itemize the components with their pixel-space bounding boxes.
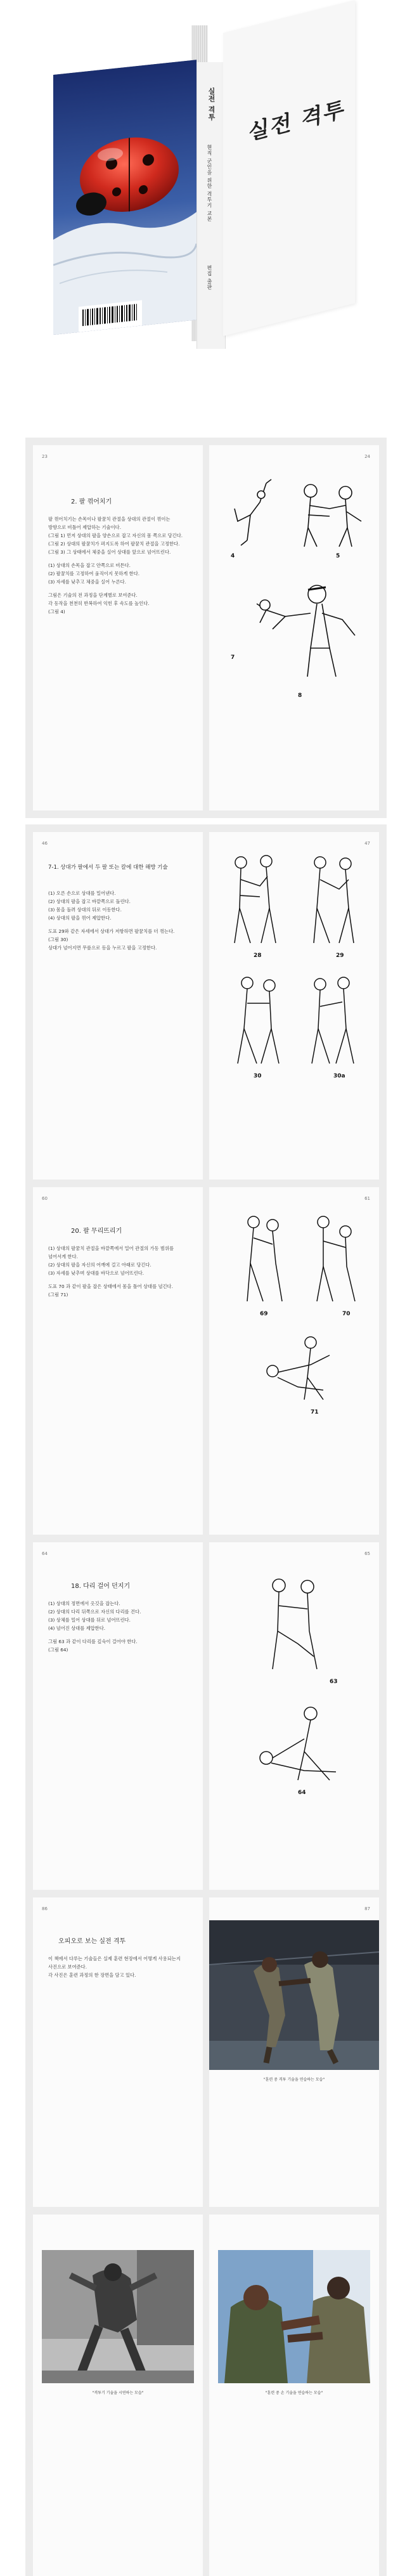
figure-number: 63 bbox=[330, 1679, 338, 1685]
body-text: 이 책에서 다루는 기술들은 실제 훈련 현장에서 어떻게 사용되는지 사진으로 보여준다. 각 사진은 훈련 과정의 한 장면을 담고 있다. bbox=[48, 1956, 181, 1978]
illustration-sweep-1 bbox=[254, 1574, 336, 1675]
illustration-grapple-3 bbox=[222, 972, 292, 1067]
spine-subtitle: 현직 군인을 위한 격투기 교본 bbox=[207, 145, 212, 223]
page-number: 61 bbox=[364, 1196, 370, 1201]
figure-number: 28 bbox=[254, 953, 262, 959]
ladybug-photo bbox=[53, 60, 196, 335]
left-page bbox=[33, 1542, 203, 1908]
section-title: 2. 팔 꺾어치기 bbox=[71, 498, 112, 505]
illustration-grapple-1 bbox=[222, 851, 292, 946]
right-page bbox=[209, 832, 379, 1197]
figure-number: 30 bbox=[254, 1073, 262, 1079]
illustration-throw-3 bbox=[254, 1333, 342, 1403]
figure-number: 30a bbox=[333, 1073, 345, 1079]
left-page bbox=[33, 1187, 203, 1552]
illustration-throw-2 bbox=[301, 1213, 364, 1308]
spread-arm-lock bbox=[25, 438, 387, 818]
section-title: 오피오로 보는 실전 격투 bbox=[58, 1938, 126, 1945]
figure-number: 4 bbox=[231, 553, 235, 559]
page-number: 64 bbox=[42, 1551, 48, 1556]
illustration-throw-1 bbox=[235, 1213, 292, 1308]
book-cover-mockup bbox=[0, 0, 412, 393]
body-text: 팔 꺾어치기는 손목이나 팔꿈치 관절을 상대의 관절이 꺾이는 방향으로 비틀어 제압하는 기술이다. (그림 1) 먼저 상대의 팔을 양손으로 잡고 자신의 몸 쪽으로 당긴다. (그림 2) 상대의 팔꿈치가 펴지도록 하여 팔꿈치 관절을 고정한다. (그림 3) 그 상태에서 체중을 실어 상대를 앞으로 넘어뜨린다. (1) 상대의 손목을 잡고 안쪽으로 비튼다. (2) 팔꿈치를 고정하여 움직이지 못하게 한다. (3) 자세를 낮추고 체중을 실어 누른다. 그림은 기술의 전 과정을 단계별로 보여준다. 각 동작을 천천히 반복하여 익힌 후 속도를 높인다. (그림 4) bbox=[48, 516, 183, 615]
figure-number: 7 bbox=[231, 654, 235, 661]
figure-number: 69 bbox=[260, 1311, 268, 1317]
spine-publisher: 편집 출판 bbox=[207, 265, 212, 290]
page-number: 24 bbox=[364, 454, 370, 459]
illustration-soldier-lock bbox=[247, 578, 361, 680]
illustration-arm-raise bbox=[222, 477, 279, 547]
right-page bbox=[209, 1187, 379, 1552]
left-page bbox=[33, 2215, 203, 2576]
figure-number: 29 bbox=[336, 953, 344, 959]
page-number: 60 bbox=[42, 1196, 48, 1201]
book-spine bbox=[196, 62, 226, 349]
right-page bbox=[209, 445, 379, 810]
figure-number: 71 bbox=[311, 1409, 319, 1415]
section-title: 20. 팔 무리뜨리기 bbox=[71, 1228, 122, 1235]
spread-arm-break bbox=[25, 1180, 387, 1560]
photo-caption: "훈련 중 격투 기술을 연습하는 모습" bbox=[263, 2078, 325, 2082]
page-number: 86 bbox=[42, 1906, 48, 1911]
right-page bbox=[209, 1542, 379, 1908]
figure-number: 64 bbox=[298, 1790, 306, 1796]
page-number: 47 bbox=[364, 841, 370, 846]
page-number: 23 bbox=[42, 454, 48, 459]
left-page bbox=[33, 445, 203, 810]
cover-back bbox=[223, 0, 355, 336]
figure-number: 8 bbox=[298, 693, 302, 699]
right-page bbox=[209, 2215, 379, 2576]
spread-release-technique bbox=[25, 824, 387, 1205]
back-cover-title: 실전 격투 bbox=[248, 96, 346, 146]
illustration-grapple-4 bbox=[298, 972, 368, 1067]
page-number: 65 bbox=[364, 1551, 370, 1556]
section-title: 18. 다리 걸어 던지기 bbox=[71, 1583, 131, 1590]
hand-technique-photo bbox=[218, 2250, 370, 2383]
training-photo bbox=[209, 1920, 379, 2070]
illustration-grapple-2 bbox=[298, 851, 368, 946]
photo-caption: "격투기 기술을 시연하는 모습" bbox=[92, 2391, 144, 2395]
body-text: (1) 오른 손으로 상대를 밀어낸다. (2) 상대의 팔을 잡고 바깥쪽으로 돌린다. (3) 몸을 돌려 상대의 뒤로 이동한다. (4) 상대의 팔을 꺾어 제압한다. 도표 29와 같은 자세에서 상대가 저항하면 팔꿈치를 더 꺾는다. (그림 30) 상대가 넘어지면 무릎으로 등을 누르고 팔을 고정한다. bbox=[48, 890, 175, 951]
spine-title: 실전 격투 bbox=[207, 88, 216, 121]
section-title: 7-1. 상대가 팔에서 두 팔 또는 칼에 대한 해방 기술 bbox=[48, 864, 168, 871]
figure-number: 70 bbox=[342, 1311, 351, 1317]
photo-caption: "훈련 중 손 기술을 연습하는 모습" bbox=[265, 2391, 323, 2395]
left-page bbox=[33, 832, 203, 1197]
spread-photos bbox=[25, 2207, 387, 2576]
illustration-arm-grab bbox=[285, 477, 368, 550]
illustration-sweep-2 bbox=[241, 1701, 349, 1783]
spread-leg-sweep bbox=[25, 1535, 387, 1915]
body-text: (1) 상대의 팔꿈치 관절을 바깥쪽에서 밀어 관절의 가동 범위를 넘어서게 한다. (2) 상대의 팔을 자신의 어깨에 걸고 아래로 당긴다. (3) 자세를 낮추며 상대를 바닥으로 넘어뜨린다. 도표 70 과 같이 팔을 잡은 상태에서 몸을 틀어 상대를 넘긴다. (그림 71) bbox=[48, 1246, 174, 1298]
cover-front bbox=[53, 60, 196, 335]
figure-number: 5 bbox=[336, 553, 340, 559]
page-number: 46 bbox=[42, 841, 48, 846]
demonstration-photo bbox=[42, 2250, 194, 2383]
page-number: 87 bbox=[364, 1906, 370, 1911]
body-text: (1) 상대의 정면에서 옷깃을 잡는다. (2) 상대의 다리 뒤쪽으로 자신의 다리를 건다. (3) 상체를 밀어 상대를 뒤로 넘어뜨린다. (4) 넘어진 상대를 제압한다. 그림 63 과 같이 다리를 깊숙이 걸어야 한다. (그림 64) bbox=[48, 1601, 141, 1653]
